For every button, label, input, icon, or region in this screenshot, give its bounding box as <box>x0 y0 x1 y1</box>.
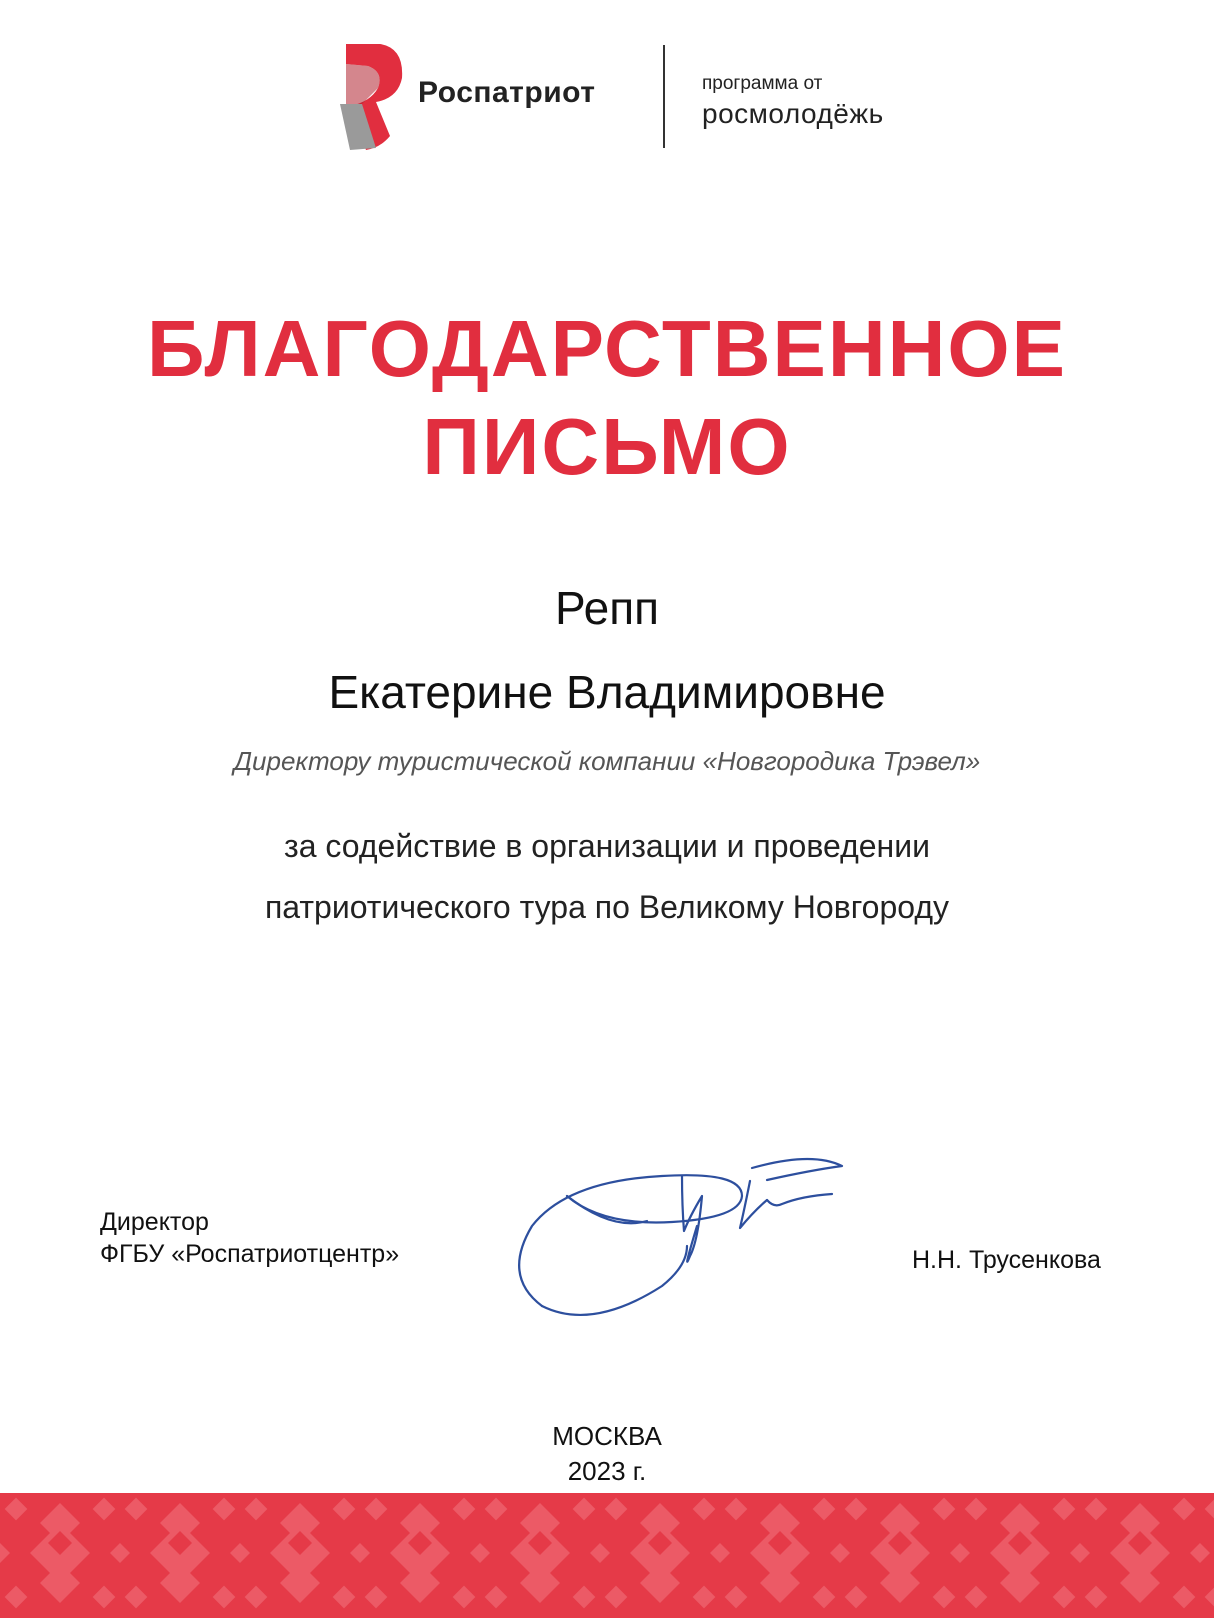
program-by-label: программа от <box>702 73 823 94</box>
program-org-logo: росмолодёжь <box>702 98 884 129</box>
issue-year: 2023 г. <box>567 1456 647 1486</box>
document-title-line1: БЛАГОДАРСТВЕННОЕ <box>147 304 1067 393</box>
issue-city: МОСКВА <box>552 1421 662 1451</box>
reason-line2: патриотического тура по Великому Новгороду <box>264 889 950 925</box>
signer-name: Н.Н. Трусенкова <box>912 1246 1101 1274</box>
handwritten-signature <box>512 1156 872 1336</box>
recipient-surname: Репп <box>554 582 660 634</box>
signer-role <box>100 1206 399 1270</box>
recipient-given-names: Екатерине Владимировне <box>328 666 886 718</box>
ornament-band <box>0 1493 1214 1618</box>
signer-role-line1: Директор <box>100 1208 209 1236</box>
header-divider <box>663 45 665 148</box>
recipient-position: Директору туристической компании «Новгородика Трэвел» <box>233 746 981 776</box>
brand-name: Роспатриот <box>418 76 596 109</box>
reason-line1: за содействие в организации и проведении <box>284 828 930 864</box>
document-title-line2: ПИСЬМО <box>422 402 792 491</box>
signer-role-line2: ФГБУ «Роспатриотцентр» <box>100 1240 400 1268</box>
rospatriot-logo-icon <box>340 44 404 150</box>
